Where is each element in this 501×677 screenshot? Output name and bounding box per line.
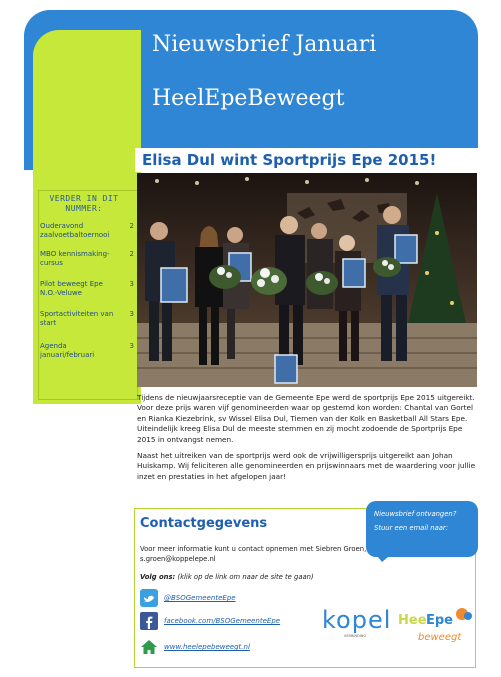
twitter-icon — [140, 589, 158, 607]
award-photo — [137, 173, 477, 387]
logo-heel: Heel — [398, 613, 431, 628]
toc-item-page: 3 — [129, 342, 134, 350]
article-paragraph: Naast het uitreiken van de sportprijs werd ook de vrijwilligersprijs uitgereikt aan Johan Huiskamp. Wij feliciteren alle genomineerden en prijswinnaars met de waardering voor jullie inzet en prestaties in het afgelopen jaar! — [137, 451, 476, 481]
twitter-link[interactable]: @BSOGemeenteEpe — [164, 594, 236, 602]
heelepebeweegt-logo-mark — [396, 606, 476, 650]
kopel-logo-sub: VERBINDING — [343, 634, 367, 638]
contact-text: Voor meer informatie kunt u contact opnemen met Siebren Groen, s.groen@koppelepe.nl — [140, 545, 367, 563]
toc-item-page: 3 — [129, 280, 134, 288]
toc-item-label: Sportactiviteiten van start — [40, 310, 114, 327]
toc-item[interactable] — [40, 250, 136, 268]
toc-item-label: Agenda januari/februari — [40, 342, 95, 359]
article-title: Elisa Dul wint Sportprijs Epe 2015! — [135, 148, 481, 172]
website-link-row[interactable] — [140, 638, 250, 656]
toc-item-page: 2 — [129, 222, 134, 230]
website-link[interactable]: www.heelepebeweegt.nl — [164, 643, 250, 651]
subscribe-bubble — [366, 501, 478, 557]
newsletter-title: Nieuwsbrief Januari — [152, 32, 377, 57]
toc-item-page: 2 — [129, 250, 134, 258]
toc-item[interactable] — [40, 310, 136, 328]
kopel-logo-word: kopel — [322, 606, 392, 634]
twitter-link-row[interactable] — [140, 589, 236, 607]
follow-line — [140, 573, 314, 581]
heelepebeweegt-logo — [396, 606, 476, 650]
toc-item[interactable] — [40, 280, 136, 298]
toc-item-label: MBO kennismaking-cursus — [40, 250, 110, 267]
article-paragraph: Tijdens de nieuwjaarsreceptie van de Gemeente Epe werd de sportprijs Epe 2015 uitgereikt. Voor deze prijs waren vijf genomineerden waar op gestemd kon worden: Chantal van Gortel en Rianka Kiezebrink, sv Wissel Elisa Dul, Tiemen van der Kolk en Basketball All Stars Epe. Uiteindelijk kreeg Elisa Dul de meeste stemmen en zij mocht zodoende de Sportprijs Epe 2015 in ontvangst nemen. — [137, 393, 475, 444]
facebook-link-row[interactable] — [140, 612, 280, 630]
subscribe-instruction: Stuur een email naar: — [374, 524, 449, 532]
facebook-link[interactable]: facebook.com/BSOGemeenteEpe — [164, 617, 281, 625]
home-icon — [140, 638, 158, 656]
contact-title: Contactgegevens — [140, 516, 268, 531]
award-photo-illustration — [137, 173, 477, 387]
subscribe-bubble-tail — [374, 552, 394, 562]
follow-hint: (klik op de link om naar de site te gaan) — [177, 573, 314, 581]
logo-epe: Epe — [426, 613, 454, 628]
article-body — [137, 393, 477, 488]
toc-item[interactable] — [40, 222, 136, 240]
subscribe-question: Nieuwsbrief ontvangen? — [374, 510, 457, 518]
toc-item[interactable] — [40, 342, 136, 360]
kopel-logo — [322, 606, 392, 650]
facebook-icon — [140, 612, 158, 630]
toc-item-label: Pilot beweegt Epe N.O.-Veluwe — [40, 280, 103, 297]
newsletter-subtitle: HeelEpeBeweegt — [152, 86, 345, 111]
logo-beweegt: beweegt — [418, 632, 462, 643]
sidebar-heading: VERDER IN DIT NUMMER: — [49, 194, 119, 213]
follow-label: Volg ons: — [140, 573, 176, 581]
toc-item-label: Ouderavond zaalvoetbaltoernooi — [40, 222, 110, 239]
toc-item-page: 3 — [129, 310, 134, 318]
